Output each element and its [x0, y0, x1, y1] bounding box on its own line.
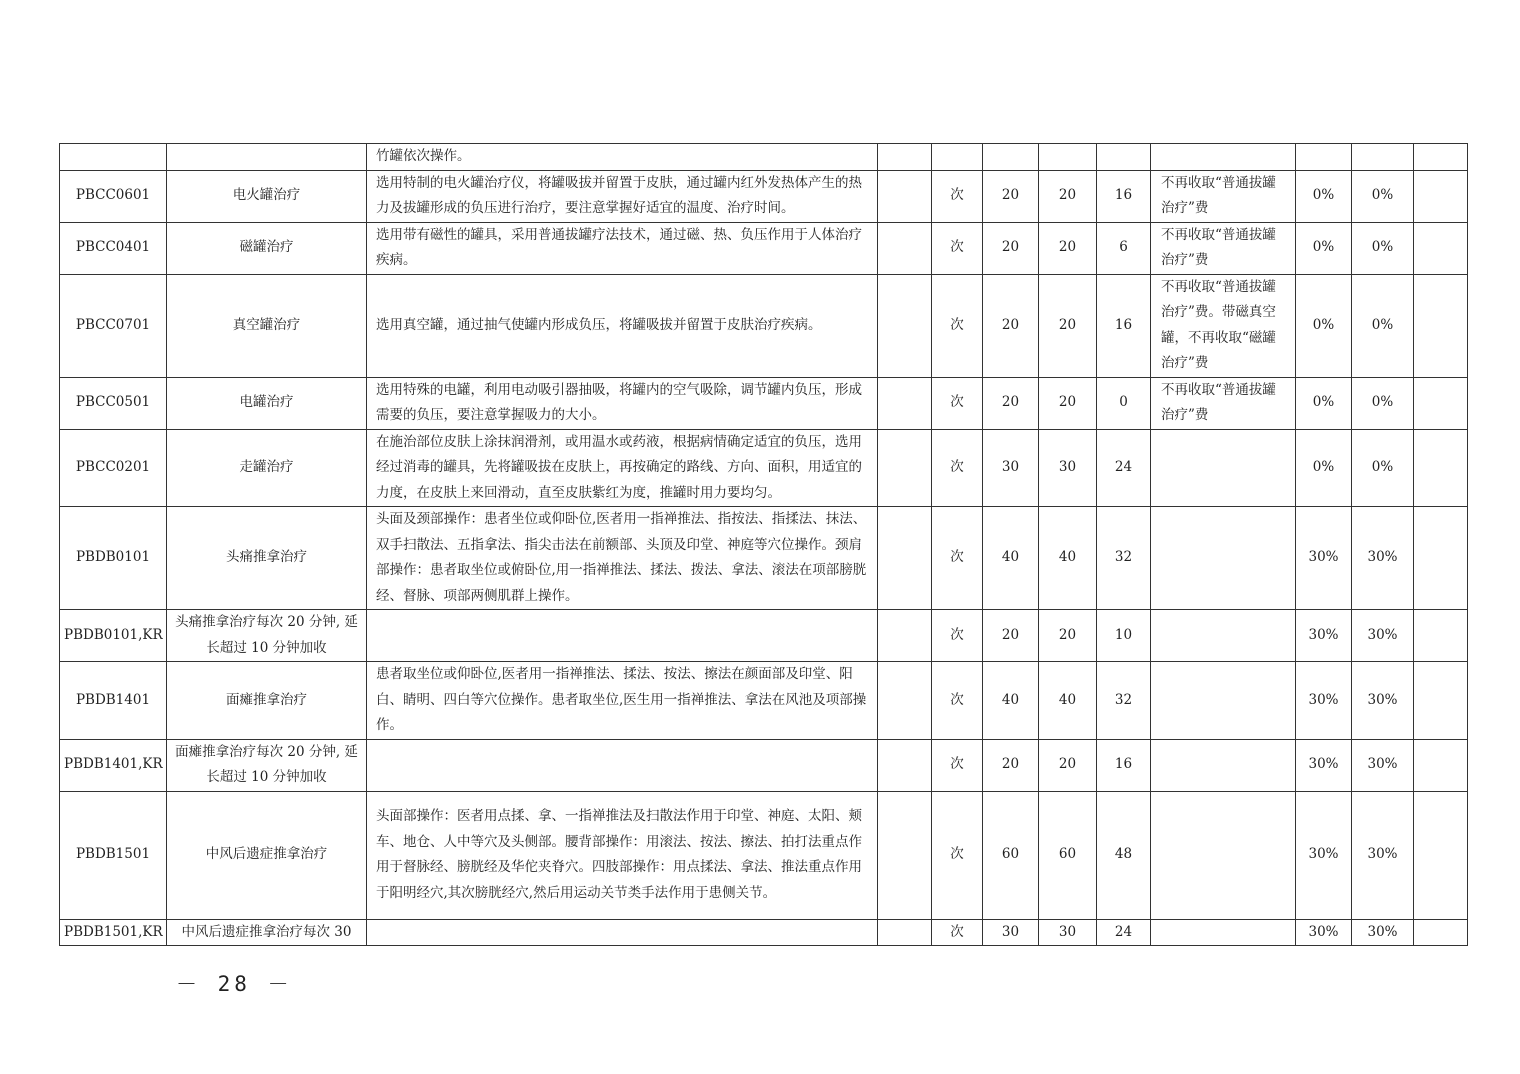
- row-price-level-3: 48: [1097, 791, 1151, 919]
- row-extra: [1414, 610, 1468, 662]
- row-price-level-2: 20: [1039, 274, 1097, 377]
- row-unit: 次: [932, 507, 983, 610]
- row-code: PBCC0701: [60, 274, 167, 377]
- row-unit: 次: [932, 377, 983, 429]
- row-note: 不再收取“普通拔罐治疗”费。带磁真空罐，不再收取“磁罐治疗”费: [1151, 274, 1296, 377]
- row-price-level-3: 32: [1097, 507, 1151, 610]
- row-name: 头痛推拿治疗每次 20 分钟, 延长超过 10 分钟加收: [167, 610, 367, 662]
- row-self-pay-ratio-2: 0%: [1352, 274, 1414, 377]
- table-row: [60, 377, 1468, 429]
- row-extra: [1414, 662, 1468, 740]
- row-code: PBDB0101: [60, 507, 167, 610]
- row-extra: [1414, 739, 1468, 791]
- row-code: PBCC0401: [60, 222, 167, 274]
- row-price-level-1: 20: [983, 170, 1039, 222]
- row-note: [1151, 662, 1296, 740]
- row-extra: [1414, 144, 1468, 171]
- row-price-level-1: 60: [983, 791, 1039, 919]
- row-unit: 次: [932, 222, 983, 274]
- table-row: [60, 170, 1468, 222]
- row-unit: 次: [932, 610, 983, 662]
- row-price-level-3: 24: [1097, 429, 1151, 507]
- row-price-level-2: 20: [1039, 222, 1097, 274]
- row-price-level-3: 24: [1097, 919, 1151, 946]
- row-self-pay-ratio-1: 30%: [1296, 791, 1352, 919]
- row-price-level-3: 16: [1097, 739, 1151, 791]
- row-excluded-content: [878, 377, 932, 429]
- row-name: 电火罐治疗: [167, 170, 367, 222]
- page-number: － 28 －: [176, 972, 293, 996]
- row-price-level-2: 20: [1039, 610, 1097, 662]
- row-excluded-content: [878, 274, 932, 377]
- row-price-level-1: 20: [983, 377, 1039, 429]
- row-price-level-2: 60: [1039, 791, 1097, 919]
- row-price-level-2: 20: [1039, 170, 1097, 222]
- row-code: PBCC0501: [60, 377, 167, 429]
- row-description: 竹罐依次操作。: [367, 144, 878, 171]
- row-excluded-content: [878, 662, 932, 740]
- row-self-pay-ratio-1: 30%: [1296, 919, 1352, 946]
- row-code: PBDB1401,KR: [60, 739, 167, 791]
- row-self-pay-ratio-2: [1352, 144, 1414, 171]
- row-price-level-3: [1097, 144, 1151, 171]
- row-self-pay-ratio-2: 0%: [1352, 429, 1414, 507]
- row-description: [367, 919, 878, 946]
- row-excluded-content: [878, 739, 932, 791]
- row-price-level-1: 40: [983, 507, 1039, 610]
- row-note: [1151, 144, 1296, 171]
- row-price-level-1: 20: [983, 274, 1039, 377]
- row-self-pay-ratio-1: 0%: [1296, 377, 1352, 429]
- row-self-pay-ratio-2: 30%: [1352, 610, 1414, 662]
- row-description: 在施治部位皮肤上涂抹润滑剂，或用温水或药液，根据病情确定适宜的负压，选用经过消毒的罐具，先将罐吸拔在皮肤上，再按确定的路线、方向、面积，用适宜的力度，在皮肤上来回滑动，直至皮肤紫红为度，推罐时用力要均匀。: [367, 429, 878, 507]
- row-code: PBDB1501,KR: [60, 919, 167, 946]
- row-price-level-3: 16: [1097, 274, 1151, 377]
- row-self-pay-ratio-1: 0%: [1296, 274, 1352, 377]
- row-description: 患者取坐位或仰卧位,医者用一指禅推法、揉法、按法、擦法在颜面部及印堂、阳白、睛明、四白等穴位操作。患者取坐位,医生用一指禅推法、拿法在风池及项部操作。: [367, 662, 878, 740]
- row-note: [1151, 507, 1296, 610]
- row-price-level-3: 16: [1097, 170, 1151, 222]
- row-extra: [1414, 170, 1468, 222]
- row-price-level-1: 40: [983, 662, 1039, 740]
- row-self-pay-ratio-1: 30%: [1296, 507, 1352, 610]
- row-self-pay-ratio-1: [1296, 144, 1352, 171]
- row-code: PBDB1501: [60, 791, 167, 919]
- row-price-level-1: 20: [983, 222, 1039, 274]
- row-self-pay-ratio-2: 0%: [1352, 377, 1414, 429]
- row-name: 面瘫推拿治疗每次 20 分钟, 延长超过 10 分钟加收: [167, 739, 367, 791]
- row-extra: [1414, 507, 1468, 610]
- row-extra: [1414, 274, 1468, 377]
- row-description: 选用特制的电火罐治疗仪，将罐吸拔并留置于皮肤，通过罐内红外发热体产生的热力及拔罐形成的负压进行治疗，要注意掌握好适宜的温度、治疗时间。: [367, 170, 878, 222]
- row-code: PBCC0201: [60, 429, 167, 507]
- row-self-pay-ratio-1: 0%: [1296, 222, 1352, 274]
- row-excluded-content: [878, 144, 932, 171]
- row-name: 头痛推拿治疗: [167, 507, 367, 610]
- row-note: 不再收取“普通拔罐治疗”费: [1151, 222, 1296, 274]
- row-self-pay-ratio-2: 30%: [1352, 662, 1414, 740]
- row-note: [1151, 610, 1296, 662]
- row-name: 中风后遗症推拿治疗每次 30: [167, 919, 367, 946]
- row-extra: [1414, 919, 1468, 946]
- row-description: 选用特殊的电罐，利用电动吸引器抽吸，将罐内的空气吸除，调节罐内负压，形成需要的负压，要注意掌握吸力的大小。: [367, 377, 878, 429]
- row-unit: 次: [932, 662, 983, 740]
- row-self-pay-ratio-1: 30%: [1296, 610, 1352, 662]
- row-price-level-1: 30: [983, 919, 1039, 946]
- row-unit: 次: [932, 170, 983, 222]
- row-self-pay-ratio-1: 0%: [1296, 429, 1352, 507]
- row-excluded-content: [878, 170, 932, 222]
- row-code: PBDB0101,KR: [60, 610, 167, 662]
- table-row: [60, 919, 1468, 946]
- table-row: [60, 429, 1468, 507]
- row-code: [60, 144, 167, 171]
- row-self-pay-ratio-2: 30%: [1352, 507, 1414, 610]
- row-note: [1151, 791, 1296, 919]
- row-price-level-2: 20: [1039, 739, 1097, 791]
- row-self-pay-ratio-1: 30%: [1296, 662, 1352, 740]
- row-price-level-2: [1039, 144, 1097, 171]
- row-excluded-content: [878, 222, 932, 274]
- row-unit: 次: [932, 919, 983, 946]
- table-row: [60, 610, 1468, 662]
- row-self-pay-ratio-2: 0%: [1352, 222, 1414, 274]
- row-name: 磁罐治疗: [167, 222, 367, 274]
- table-row: [60, 791, 1468, 919]
- table-row: [60, 144, 1468, 171]
- row-price-level-3: 10: [1097, 610, 1151, 662]
- row-extra: [1414, 222, 1468, 274]
- table-row: [60, 507, 1468, 610]
- row-name: 面瘫推拿治疗: [167, 662, 367, 740]
- row-price-level-3: 6: [1097, 222, 1151, 274]
- row-price-level-1: [983, 144, 1039, 171]
- row-code: PBDB1401: [60, 662, 167, 740]
- row-name: 中风后遗症推拿治疗: [167, 791, 367, 919]
- row-price-level-2: 30: [1039, 919, 1097, 946]
- row-self-pay-ratio-2: 30%: [1352, 919, 1414, 946]
- row-code: PBCC0601: [60, 170, 167, 222]
- row-self-pay-ratio-2: 30%: [1352, 791, 1414, 919]
- row-description: [367, 610, 878, 662]
- row-excluded-content: [878, 791, 932, 919]
- row-unit: 次: [932, 429, 983, 507]
- row-excluded-content: [878, 919, 932, 946]
- row-note: [1151, 739, 1296, 791]
- row-name: 电罐治疗: [167, 377, 367, 429]
- table-row: [60, 274, 1468, 377]
- row-note: [1151, 429, 1296, 507]
- row-note: 不再收取“普通拔罐治疗”费: [1151, 170, 1296, 222]
- row-extra: [1414, 429, 1468, 507]
- row-price-level-2: 30: [1039, 429, 1097, 507]
- row-price-level-2: 40: [1039, 662, 1097, 740]
- row-excluded-content: [878, 429, 932, 507]
- row-extra: [1414, 377, 1468, 429]
- row-excluded-content: [878, 610, 932, 662]
- row-price-level-1: 20: [983, 739, 1039, 791]
- row-self-pay-ratio-2: 30%: [1352, 739, 1414, 791]
- row-price-level-2: 20: [1039, 377, 1097, 429]
- row-name: 走罐治疗: [167, 429, 367, 507]
- row-unit: 次: [932, 791, 983, 919]
- row-excluded-content: [878, 507, 932, 610]
- row-extra: [1414, 791, 1468, 919]
- table-row: [60, 222, 1468, 274]
- row-note: [1151, 919, 1296, 946]
- row-name: [167, 144, 367, 171]
- fee-schedule-table: [59, 143, 1468, 946]
- row-name: 真空罐治疗: [167, 274, 367, 377]
- row-self-pay-ratio-2: 0%: [1352, 170, 1414, 222]
- row-unit: 次: [932, 739, 983, 791]
- row-unit: [932, 144, 983, 171]
- row-self-pay-ratio-1: 30%: [1296, 739, 1352, 791]
- row-price-level-1: 20: [983, 610, 1039, 662]
- table-row: [60, 662, 1468, 740]
- row-price-level-3: 32: [1097, 662, 1151, 740]
- row-description: 选用带有磁性的罐具，采用普通拔罐疗法技术，通过磁、热、负压作用于人体治疗疾病。: [367, 222, 878, 274]
- row-description: 头面及颈部操作：患者坐位或仰卧位,医者用一指禅推法、指按法、指揉法、抹法、双手扫散法、五指拿法、指尖击法在前额部、头顶及印堂、神庭等穴位操作。颈肩部操作：患者取坐位或俯卧位,用一指禅推法、揉法、拨法、拿法、滚法在项部膀胱经、督脉、项部两侧肌群上操作。: [367, 507, 878, 610]
- table-row: [60, 739, 1468, 791]
- row-price-level-3: 0: [1097, 377, 1151, 429]
- row-price-level-1: 30: [983, 429, 1039, 507]
- row-self-pay-ratio-1: 0%: [1296, 170, 1352, 222]
- row-description: 选用真空罐，通过抽气使罐内形成负压，将罐吸拔并留置于皮肤治疗疾病。: [367, 274, 878, 377]
- row-price-level-2: 40: [1039, 507, 1097, 610]
- row-note: 不再收取“普通拔罐治疗”费: [1151, 377, 1296, 429]
- row-description: [367, 739, 878, 791]
- row-description: 头面部操作：医者用点揉、拿、一指禅推法及扫散法作用于印堂、神庭、太阳、颊车、地仓、人中等穴及头侧部。腰背部操作：用滚法、按法、擦法、拍打法重点作用于督脉经、膀胱经及华佗夹脊穴。四肢部操作：用点揉法、拿法、推法重点作用于阳明经穴,其次膀胱经穴,然后用运动关节类手法作用于患侧关节。: [367, 791, 878, 919]
- row-unit: 次: [932, 274, 983, 377]
